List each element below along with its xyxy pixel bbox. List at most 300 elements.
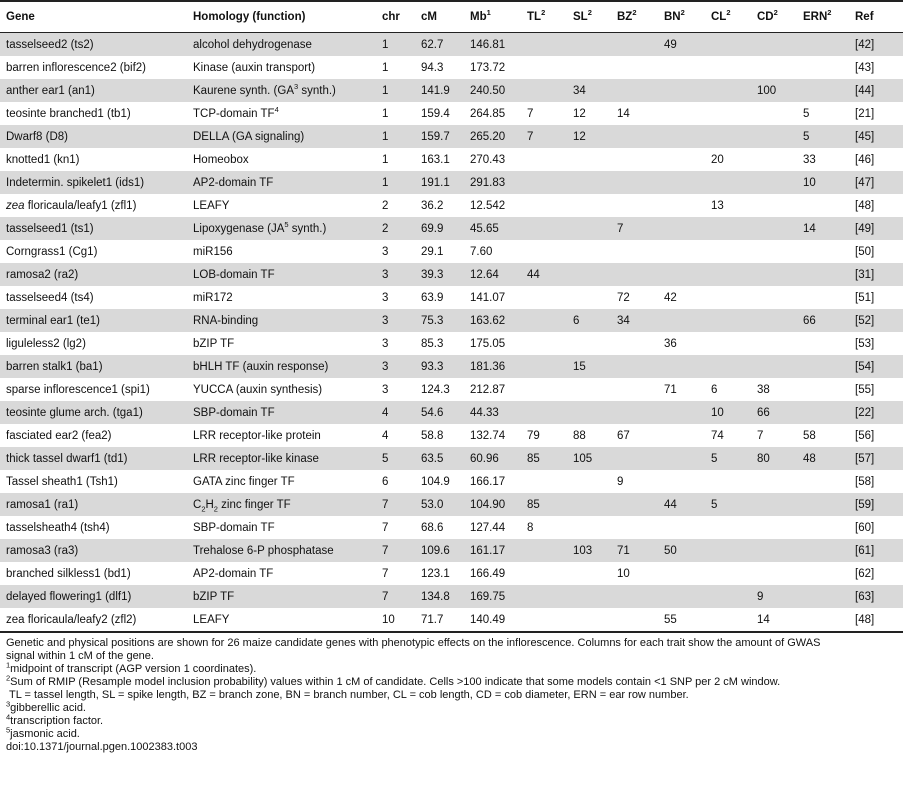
cell-homology: YUCCA (auxin synthesis): [193, 383, 323, 396]
table-row: [0, 263, 903, 286]
cell-cm: 63.5: [415, 447, 464, 470]
cell-ern: [797, 286, 849, 309]
cell-chr: 1: [382, 61, 389, 74]
cell-cl: 6: [711, 383, 718, 396]
cell-mb: 127.44: [470, 521, 506, 534]
cell-bz: [611, 378, 658, 401]
cell-homology: LRR receptor-like protein: [193, 429, 321, 442]
footnote-line: [6, 741, 897, 754]
cell-sl: 15: [567, 355, 611, 378]
cell-cl: 5: [705, 493, 751, 516]
cell-mb: 45.65: [464, 217, 521, 240]
cell-sl: 103: [567, 539, 611, 562]
cell-gene: delayed flowering1 (dlf1): [0, 585, 187, 608]
cell-tl: [521, 79, 567, 102]
cell-ern: 58: [803, 429, 816, 442]
cell-mb: 173.72: [470, 61, 506, 74]
footnote-marker: 2: [726, 8, 731, 18]
cell-gene: fasciated ear2 (fea2): [6, 429, 112, 442]
cell-bz: [611, 148, 658, 171]
cell-ref: [44]: [849, 79, 903, 102]
cell-cl: [705, 332, 751, 355]
cell-sl: [567, 240, 611, 263]
cell-bn: [658, 102, 705, 125]
cell-chr: 7: [376, 539, 415, 562]
text-run: doi:10.1371/journal.pgen.1002383.t003: [6, 741, 198, 753]
table-row: [0, 33, 903, 57]
cell-bn: [658, 355, 705, 378]
cell-tl: 79: [527, 429, 540, 442]
cell-bn: 49: [658, 33, 705, 57]
cell-homology: GATA zinc finger TF: [193, 475, 295, 488]
cell-homology: bZIP TF: [187, 585, 376, 608]
cell-ern: [797, 263, 849, 286]
cell-tl: [521, 309, 567, 332]
sup-text: 4: [274, 104, 279, 114]
cell-ref: [21]: [855, 107, 875, 120]
column-header-label: TL: [527, 11, 542, 23]
table-body: [0, 33, 903, 633]
cell-bz: [611, 493, 658, 516]
cell-ref: [63]: [849, 585, 903, 608]
cell-cm: 54.6: [415, 401, 464, 424]
table-row: [0, 585, 903, 608]
cell-ern: [797, 516, 849, 539]
cell-sl: 88: [573, 429, 586, 442]
text-run: synth.): [288, 222, 327, 235]
footnote-line: [6, 699, 897, 715]
cell-cm: 163.1: [421, 153, 450, 166]
cell-ern: [797, 539, 849, 562]
cell-bn: 55: [658, 608, 705, 632]
cell-chr: 1: [376, 171, 415, 194]
cell-chr: 3: [382, 291, 389, 304]
cell-ref: [57]: [849, 447, 903, 470]
footnote-marker: 2: [587, 8, 592, 18]
cell-ref: [61]: [849, 539, 903, 562]
sup-text: 5: [284, 219, 289, 229]
cell-chr: 7: [376, 585, 415, 608]
cell-cm: 63.9: [421, 291, 444, 304]
cell-sl: [567, 33, 611, 57]
cell-cl: [705, 56, 751, 79]
cell-mb: 169.75: [464, 585, 521, 608]
cell-cd: 100: [751, 79, 797, 102]
cell-bn: [658, 194, 705, 217]
cell-mb: 141.07: [470, 291, 506, 304]
cell-ref: [43]: [855, 61, 875, 74]
cell-tl: [521, 562, 567, 585]
cell-chr: 6: [382, 475, 389, 488]
cell-cd: [751, 33, 797, 57]
cell-chr: 2: [376, 217, 415, 240]
cell-homology: [187, 493, 376, 516]
cell-bn: 50: [658, 539, 705, 562]
cell-sl: 105: [567, 447, 611, 470]
cell-cd: 14: [751, 608, 797, 632]
column-header-label: BN: [664, 11, 681, 23]
cell-cl: 10: [705, 401, 751, 424]
cell-sl: [567, 401, 611, 424]
cell-chr: 3: [376, 355, 415, 378]
cell-gene: barren stalk1 (ba1): [0, 355, 187, 378]
cell-mb: 104.90: [464, 493, 521, 516]
cell-homology: Kinase (auxin transport): [193, 61, 316, 74]
cell-ern: 14: [797, 217, 849, 240]
cell-bz: [611, 79, 658, 102]
cell-chr: 3: [382, 383, 389, 396]
cell-ern: [797, 585, 849, 608]
cell-chr: 3: [376, 309, 415, 332]
cell-sl: [567, 470, 611, 493]
text-run: jasmonic acid.: [10, 728, 80, 740]
text-run: Kaurene synth. (GA: [193, 84, 294, 97]
cell-homology: miR156: [193, 245, 233, 258]
column-header-label: BZ: [617, 11, 633, 23]
cell-mb: 270.43: [470, 153, 506, 166]
cell-cd: [751, 240, 797, 263]
cell-ref: [62]: [855, 567, 875, 580]
cell-homology: miR172: [193, 291, 233, 304]
cell-cd: 80: [751, 447, 797, 470]
text-run: H: [205, 498, 214, 511]
cell-homology: AP2-domain TF: [193, 567, 274, 580]
footnote-marker: 2: [827, 8, 832, 18]
cell-tl: 8: [527, 521, 534, 534]
cell-gene: zea floricaula/leafy2 (zfl2): [0, 608, 187, 632]
text-run: zinc finger TF: [217, 498, 291, 511]
table-row: [0, 355, 903, 378]
cell-homology: LEAFY: [193, 199, 230, 212]
cell-bz: [611, 516, 658, 539]
cell-gene: liguleless2 (lg2): [6, 337, 86, 350]
cell-tl: [521, 33, 567, 57]
cell-gene: teosinte branched1 (tb1): [6, 107, 131, 120]
cell-cd: [751, 263, 797, 286]
column-header-label: Homology (function): [193, 11, 306, 23]
cell-chr: 1: [382, 107, 389, 120]
sub-text: 2: [201, 503, 206, 513]
cell-tl: [521, 194, 567, 217]
footnote-line: [6, 689, 897, 702]
cell-cd: [751, 539, 797, 562]
table-row: [0, 56, 903, 79]
cell-bn: 42: [664, 291, 677, 304]
text-run: TCP-domain TF: [193, 107, 275, 120]
cell-sl: [567, 562, 611, 585]
cell-chr: 10: [376, 608, 415, 632]
cell-cm: 109.6: [415, 539, 464, 562]
cell-ern: [797, 79, 849, 102]
cell-chr: 3: [376, 263, 415, 286]
footnote-marker: 2: [773, 8, 778, 18]
column-header: [415, 1, 464, 33]
cell-sl: 34: [567, 79, 611, 102]
cell-ern: 5: [803, 107, 810, 120]
sup-text: 1: [6, 660, 11, 670]
cell-chr: 2: [382, 199, 389, 212]
cell-ern: [797, 470, 849, 493]
cell-mb: 12.64: [464, 263, 521, 286]
cell-ref: [22]: [849, 401, 903, 424]
cell-bn: [658, 217, 705, 240]
cell-cd: [751, 148, 797, 171]
cell-gene: ramosa3 (ra3): [0, 539, 187, 562]
cell-sl: [567, 56, 611, 79]
cell-gene: anther ear1 (an1): [0, 79, 187, 102]
cell-ern: [797, 332, 849, 355]
cell-bz: [611, 355, 658, 378]
cell-bn: [658, 125, 705, 148]
cell-cd: [751, 562, 797, 585]
cell-ern: [797, 56, 849, 79]
cell-cl: [705, 125, 751, 148]
footnote-marker: 2: [541, 8, 546, 18]
cell-cl: [705, 585, 751, 608]
cell-cd: [751, 217, 797, 240]
cell-cl: [705, 171, 751, 194]
cell-tl: 44: [521, 263, 567, 286]
cell-chr: 3: [382, 245, 389, 258]
table-header-row: [0, 1, 903, 33]
cell-cm: 191.1: [415, 171, 464, 194]
cell-ern: 5: [797, 125, 849, 148]
cell-cm: 53.0: [415, 493, 464, 516]
column-header-label: Ref: [855, 11, 874, 23]
table-row: [0, 378, 903, 401]
cell-cl: [705, 608, 751, 632]
cell-bz: [611, 56, 658, 79]
cell-cl: [705, 102, 751, 125]
cell-cl: 74: [711, 429, 724, 442]
cell-tl: [521, 355, 567, 378]
column-header-label: Gene: [6, 11, 35, 23]
footnote-marker: 2: [632, 8, 637, 18]
text-run: floricaula/leafy1 (zfl1): [24, 199, 137, 212]
cell-chr: 3: [382, 337, 389, 350]
cell-cl: 5: [705, 447, 751, 470]
cell-gene: thick tassel dwarf1 (td1): [0, 447, 187, 470]
column-header: [751, 1, 797, 33]
cell-sl: 12: [567, 125, 611, 148]
cell-cm: 58.8: [421, 429, 444, 442]
column-header: [376, 1, 415, 33]
cell-cm: 104.9: [421, 475, 450, 488]
cell-bz: [611, 585, 658, 608]
cell-ern: [797, 608, 849, 632]
column-header: [464, 1, 521, 33]
cell-bz: [611, 332, 658, 355]
cell-ern: [797, 378, 849, 401]
cell-ern: [797, 355, 849, 378]
cell-ern: 33: [803, 153, 816, 166]
text-run: C: [193, 498, 202, 511]
cell-cd: [751, 171, 797, 194]
cell-mb: 166.17: [470, 475, 506, 488]
cell-mb: 291.83: [464, 171, 521, 194]
cell-gene: sparse inflorescence1 (spi1): [6, 383, 150, 396]
cell-cm: 159.4: [421, 107, 450, 120]
text-run: Lipoxygenase (JA: [193, 222, 285, 235]
cell-bz: [611, 33, 658, 57]
cell-chr: 7: [382, 521, 389, 534]
cell-ref: [50]: [855, 245, 875, 258]
cell-cm: 68.6: [421, 521, 444, 534]
text-run: gibberellic acid.: [10, 702, 86, 714]
cell-chr: 7: [382, 567, 389, 580]
cell-mb: 163.62: [464, 309, 521, 332]
cell-ern: [797, 493, 849, 516]
cell-bn: [658, 470, 705, 493]
sub-text: 2: [213, 503, 218, 513]
cell-cd: [751, 355, 797, 378]
cell-sl: [567, 378, 611, 401]
cell-sl: [567, 332, 611, 355]
cell-ern: 48: [797, 447, 849, 470]
cell-ref: [48]: [849, 608, 903, 632]
cell-cm: 93.3: [415, 355, 464, 378]
cell-cl: [705, 539, 751, 562]
table-row: [0, 562, 903, 585]
cell-chr: 1: [376, 33, 415, 57]
text-run: TL = tassel length, SL = spike length, BZ = branch zone, BN = branch number, CL = cob length, CD = cob diameter, ERN = ear row number.: [6, 689, 689, 701]
column-header: [705, 1, 751, 33]
cell-tl: [521, 539, 567, 562]
cell-bn: 44: [658, 493, 705, 516]
table-row: [0, 332, 903, 355]
column-header: [611, 1, 658, 33]
table-row: [0, 79, 903, 102]
footnote-line: [6, 712, 897, 728]
cell-ref: [42]: [849, 33, 903, 57]
cell-ern: [797, 194, 849, 217]
cell-cm: 62.7: [415, 33, 464, 57]
column-header-label: chr: [382, 11, 400, 23]
cell-bz: 71: [611, 539, 658, 562]
cell-gene: tasselseed1 (ts1): [0, 217, 187, 240]
cell-homology: Homeobox: [193, 153, 249, 166]
column-header: [849, 1, 903, 33]
cell-mb: 161.17: [464, 539, 521, 562]
cell-bz: 9: [617, 475, 624, 488]
cell-gene: [0, 194, 187, 217]
cell-cl: [705, 286, 751, 309]
table-row: [0, 447, 903, 470]
table-row: [0, 171, 903, 194]
cell-chr: 7: [376, 493, 415, 516]
cell-tl: 7: [521, 125, 567, 148]
cell-ref: [55]: [855, 383, 875, 396]
column-header: [0, 1, 187, 33]
cell-cl: [705, 562, 751, 585]
cell-cl: [705, 33, 751, 57]
cell-cm: 85.3: [421, 337, 444, 350]
cell-gene: barren inflorescence2 (bif2): [6, 61, 146, 74]
cell-cd: [751, 493, 797, 516]
cell-tl: 85: [521, 493, 567, 516]
cell-gene: teosinte glume arch. (tga1): [0, 401, 187, 424]
cell-mb: 7.60: [470, 245, 493, 258]
cell-ref: [51]: [855, 291, 875, 304]
cell-bz: [611, 240, 658, 263]
cell-gene: ramosa1 (ra1): [0, 493, 187, 516]
cell-cm: 94.3: [421, 61, 444, 74]
cell-cd: [751, 194, 797, 217]
cell-sl: [567, 194, 611, 217]
column-header-label: CL: [711, 11, 727, 23]
column-header: [521, 1, 567, 33]
cell-tl: [521, 608, 567, 632]
cell-mb: 132.74: [470, 429, 506, 442]
cell-homology: LEAFY: [187, 608, 376, 632]
table-row: [0, 194, 903, 217]
cell-cl: [705, 516, 751, 539]
cell-bn: [658, 401, 705, 424]
cell-gene: tasselseed2 (ts2): [0, 33, 187, 57]
column-header: [567, 1, 611, 33]
cell-cd: [751, 286, 797, 309]
cell-bn: 36: [664, 337, 677, 350]
cell-ref: [48]: [855, 199, 875, 212]
sup-text: 3: [294, 81, 299, 91]
cell-bn: [658, 240, 705, 263]
table-row: [0, 539, 903, 562]
cell-ref: [47]: [849, 171, 903, 194]
sup-text: 4: [6, 712, 11, 722]
cell-cd: 7: [757, 429, 764, 442]
cell-homology: [187, 217, 376, 240]
cell-tl: [521, 378, 567, 401]
cell-bz: [611, 125, 658, 148]
cell-cd: [751, 56, 797, 79]
cell-sl: [567, 608, 611, 632]
cell-cl: [705, 263, 751, 286]
cell-homology: RNA-binding: [187, 309, 376, 332]
cell-bz: 34: [611, 309, 658, 332]
cell-ref: [54]: [849, 355, 903, 378]
cell-cm: 69.9: [415, 217, 464, 240]
cell-bz: [611, 263, 658, 286]
cell-mb: 44.33: [464, 401, 521, 424]
cell-mb: 181.36: [464, 355, 521, 378]
column-header: [658, 1, 705, 33]
table-row: [0, 608, 903, 632]
cell-cm: 141.9: [415, 79, 464, 102]
cell-sl: [567, 148, 611, 171]
cell-gene: tasselseed4 (ts4): [6, 291, 94, 304]
cell-ref: [56]: [855, 429, 875, 442]
table-row: [0, 424, 903, 447]
cell-ref: [53]: [855, 337, 875, 350]
cell-ref: [46]: [855, 153, 875, 166]
cell-tl: [521, 240, 567, 263]
table-footnotes: [0, 633, 903, 754]
cell-sl: [567, 585, 611, 608]
cell-tl: [521, 401, 567, 424]
cell-bn: [658, 79, 705, 102]
cell-cd: [751, 470, 797, 493]
cell-bz: [611, 194, 658, 217]
cell-tl: [521, 585, 567, 608]
footnote-marker: 1: [486, 8, 491, 18]
cell-mb: 12.542: [470, 199, 506, 212]
cell-chr: 1: [382, 153, 389, 166]
cell-ref: [49]: [849, 217, 903, 240]
text-run: midpoint of transcript (AGP version 1 coordinates).: [10, 663, 257, 675]
cell-cd: [751, 516, 797, 539]
cell-chr: 1: [376, 79, 415, 102]
cell-mb: 146.81: [464, 33, 521, 57]
